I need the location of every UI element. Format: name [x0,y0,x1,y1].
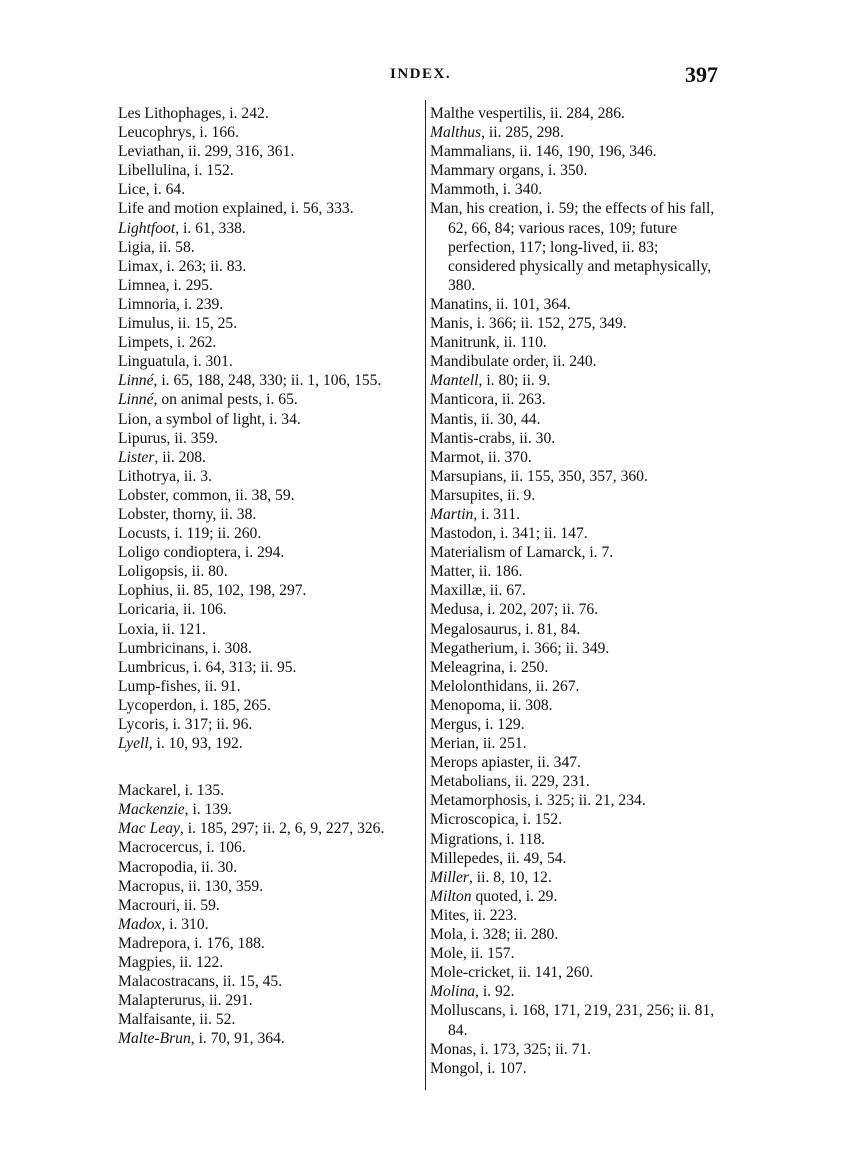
entry-name: Lophius [118,582,170,600]
index-entry [118,219,418,238]
index-entry [430,906,725,925]
entry-name: Madrepora [118,934,187,952]
index-entry [430,543,725,562]
index-entry [430,982,725,1001]
entry-name: Limnea [118,276,166,294]
entry-name: Merops apiaster [430,754,530,772]
entry-name: Monas [430,1040,473,1058]
index-entry [430,161,725,180]
entry-reference: , ii. 229, 231. [507,773,590,791]
entry-reference: , i. 317; ii. 96. [164,716,253,733]
entry-reference: , ii. 223. [465,906,518,924]
index-entry [430,314,725,333]
index-entry [118,295,418,314]
entry-reference: , i. 310. [161,915,209,933]
entry-reference: , i. 295. [165,276,213,294]
index-entry [118,677,418,696]
entry-reference: , ii. 106. [175,601,227,619]
entry-reference: , ii. 284, 286. [542,105,625,122]
index-column-right [430,104,725,1078]
entry-reference: , ii. 58. [150,238,195,256]
index-entry [430,1040,725,1059]
entry-reference: , i. 152. [514,811,563,829]
entry-reference: , ii. 59. [176,896,220,914]
index-entry [118,858,418,877]
index-entry [430,199,725,294]
entry-reference: , i. 7. [581,544,614,562]
entry-name: Lister [118,448,155,466]
entry-reference: , i. 239. [176,295,224,313]
entry-reference: , ii. 291. [201,992,253,1010]
index-entry [118,715,418,734]
index-entry [118,524,418,543]
entry-reference: , i. 34. [261,410,301,428]
entry-reference: , i. 64. [145,181,186,199]
index-entry [430,639,725,658]
entry-name: Malthe vespertilis [430,105,543,122]
entry-reference: , i. 242. [221,105,269,122]
index-entry [430,868,725,887]
entry-name: Mantell [430,372,479,390]
entry-name: Miller [430,868,469,886]
index-entry [430,524,725,543]
index-entry [430,620,725,639]
entry-name: Merian [430,735,476,753]
index-entry [430,448,725,467]
index-entry [118,257,418,276]
entry-reference: , i. 308. [204,639,252,657]
entry-reference: , ii. 263. [494,391,546,409]
entry-name: Mammoth [430,181,495,199]
entry-name: Megalosaurus [430,620,518,638]
entry-name: Linné [118,391,154,409]
entry-name: Mergus [430,716,478,733]
index-entry [430,1059,725,1078]
index-entry [430,371,725,390]
index-entry [118,505,418,524]
entry-reference: , i. 185, 265. [192,696,271,714]
entry-name: Mac Leay [118,820,180,838]
entry-reference: , i. 64, 313; ii. 95. [185,658,297,676]
entry-reference: , ii. 359. [166,429,219,447]
entry-name: Macrocercus [118,839,199,857]
entry-name: Medusa [430,601,480,619]
index-entry [430,295,725,314]
entry-reference: , ii. 3. [176,467,212,485]
entry-reference: , ii. 141, 260. [510,964,594,982]
entry-name: Molina [430,983,476,1001]
index-entry [118,314,418,333]
entry-reference: , i. 129. [477,716,525,733]
entry-name: Malte-Brun [118,1030,191,1048]
entry-reference: , i. 250. [501,658,549,676]
index-entry [430,810,725,829]
entry-name: Mammalians [430,143,512,161]
index-entry [430,352,725,371]
entry-reference: , i. 56, 333. [282,200,354,218]
index-entry [118,161,418,180]
entry-name: Lice [118,181,146,199]
entry-reference: , ii. 15, 45. [214,973,283,991]
index-entry [118,562,418,581]
index-entry [118,600,418,619]
index-entry [118,896,418,915]
entry-name: Microscopica [430,811,515,829]
entry-reference: , i. 152. [186,162,234,180]
index-entry [118,352,418,371]
entry-reference: , ii. 80. [183,563,228,581]
entry-reference: , ii. 157. [462,945,515,963]
entry-name: Mastodon [430,525,493,543]
index-entry [430,696,725,715]
index-entry [118,180,418,199]
index-entry [430,1001,725,1039]
entry-reference: , i. 70, 91, 364. [190,1030,285,1048]
index-entry [430,390,725,409]
index-entry [118,620,418,639]
index-entry [430,104,725,123]
entry-reference: , ii. 370. [480,448,532,466]
entry-name: Mongol [430,1059,480,1077]
entry-name: Limpets [118,334,170,352]
index-entry [430,658,725,677]
entry-name: Macrouri [118,896,177,914]
entry-name: Madox [118,915,162,933]
index-entry [118,199,418,218]
entry-reference: , i. 176, 188. [186,934,265,952]
entry-reference: , i. 118. [498,830,546,848]
entry-reference: , i. 135. [176,782,225,800]
index-entry [430,180,725,199]
entry-name: Lump-fishes [118,677,197,695]
entry-reference: , i. 139. [184,801,232,819]
index-entry [430,753,725,772]
index-entry [118,390,418,409]
index-entry [430,142,725,161]
entry-name: Magpies [118,954,172,972]
entry-name: Loricaria [118,601,176,619]
entry-name: Macropodia [118,858,194,876]
index-entry [118,972,418,991]
entry-name: Lycoris [118,716,165,733]
entry-name: Les Lithophages [118,105,222,122]
entry-reference: , ii. 67. [481,582,526,600]
entry-name: Loxia [118,620,155,638]
entry-name: Malfaisante [118,1011,192,1029]
index-entry [118,486,418,505]
entry-reference: , i. 202, 207; ii. 76. [479,601,599,619]
entry-name: Mantis-crabs [430,429,512,447]
entry-name: Megatherium [430,639,515,657]
entry-name: Metabolians [430,773,508,791]
index-entry [430,562,725,581]
index-entry [430,486,725,505]
entry-reference: , ii. 299, 316, 361. [180,143,295,161]
index-entry [430,887,725,906]
index-entry [430,333,725,352]
entry-name: Millepedes [430,849,500,867]
entry-reference: , i. 81, 84. [517,620,581,638]
entry-reference: , ii. 267. [527,677,580,695]
entry-name: Lobster, common [118,486,228,504]
entry-name: Manticora [430,391,495,409]
entry-reference: , ii. 308. [501,696,553,714]
index-entry [118,123,418,142]
entry-name: Libellulina [118,162,187,180]
index-entry [118,838,418,857]
entry-name: Mola [430,926,463,944]
entry-name: Marmot [430,448,481,466]
entry-reference: , ii. 15, 25. [169,315,238,333]
entry-name: Leucophrys [118,124,192,142]
entry-reference: , ii. 30, 44. [473,410,541,428]
entry-name: Malacostracans [118,973,215,991]
entry-name: Marsupians [430,467,503,485]
entry-reference: , i. 263; ii. 83. [158,257,247,275]
entry-reference: , ii. 9. [499,486,536,504]
entry-name: Loligopsis [118,563,184,581]
entry-reference: , i. 173, 325; ii. 71. [472,1040,592,1058]
entry-reference: , i. 366; ii. 349. [514,639,610,657]
index-entry [118,238,418,257]
entry-name: Marsupites [430,486,500,504]
index-entry [118,934,418,953]
entry-reference: , ii. 30. [511,429,556,447]
index-entry [118,991,418,1010]
index-column-left [118,104,418,1049]
entry-reference: , ii. 285, 298. [481,124,564,142]
entry-name: Linguatula [118,353,186,371]
index-entry [430,429,725,448]
entry-reference: , i. 119; ii. 260. [166,525,262,543]
entry-name: Limax [118,257,159,275]
entry-reference: , i. 107. [479,1059,527,1077]
entry-reference: , i. 301. [185,353,233,371]
entry-name: Lumbricinans [118,639,205,657]
entry-name: Life and motion explained [118,200,283,218]
entry-reference: , i. 10, 93, 192. [148,735,243,753]
entry-reference: , ii. 30. [193,858,238,876]
index-entry [430,123,725,142]
entry-name: Mackarel [118,782,177,800]
index-entry [118,658,418,677]
index-entry [430,849,725,868]
entry-name: Lumbricus [118,658,186,676]
entry-reference: , i. 311. [473,505,520,523]
entry-name: Mantis [430,410,474,428]
entry-reference: , i. 80; ii. 9. [478,372,551,390]
entry-name: Meleagrina [430,658,502,676]
index-entry [118,877,418,896]
index-entry [430,600,725,619]
index-entry [118,276,418,295]
entry-reference: , i. 262. [169,334,217,352]
entry-name: Limulus [118,315,170,333]
entry-reference: , ii. 38. [212,505,257,523]
entry-name: Mandibulate order [430,353,545,371]
entry-reference: , ii. 122. [171,954,224,972]
entry-name: Manatins [430,295,489,313]
entry-reference: , ii. 130, 359. [180,877,264,895]
entry-name: Man, his creation [430,200,539,218]
entry-name: Macropus [118,877,181,895]
entry-name: Lipurus [118,429,167,447]
index-entry [118,781,418,800]
index-entry [430,925,725,944]
index-entry [430,791,725,810]
entry-reference: , i. 168, 171, 219, 231, 256; ii. 81, 84. [448,1002,715,1039]
entry-reference: , ii. 240. [545,353,597,371]
entry-name: Malapterurus [118,992,202,1010]
page-header [118,62,718,92]
index-entry [118,333,418,352]
entry-reference: , ii. 101, 364. [488,295,571,313]
entry-name: Malthus [430,124,482,142]
entry-reference: , i. 325; ii. 21, 234. [527,792,646,810]
entry-reference: quoted, i. 29. [471,887,558,905]
entry-name: Lobster, thorny [118,505,213,523]
entry-name: Mackenzie [118,801,185,819]
index-entry [118,467,418,486]
entry-name: Mole [430,945,463,963]
entry-name: Melolonthidans [430,677,528,695]
index-entry [118,819,418,838]
entry-reference: , ii. 91. [196,677,241,695]
entry-reference: , ii. 38, 59. [227,486,295,504]
entry-name: Manis [430,315,469,333]
entry-reference: , on animal pests, i. 65. [153,391,298,409]
index-entry [430,467,725,486]
entry-name: Mole-cricket [430,964,511,982]
index-entry [430,505,725,524]
entry-reference: , ii. 49, 54. [499,849,567,867]
entry-reference: , i. 106. [198,839,246,857]
index-entry [118,800,418,819]
entry-name: Lightfoot [118,219,176,237]
entry-name: Materialism of Lamarck [430,544,582,562]
entry-name: Mammary organs [430,162,541,180]
entry-name: Matter [430,563,471,581]
entry-name: Lycoperdon [118,696,193,714]
index-entry [118,448,418,467]
index-entry [118,142,418,161]
entry-reference: , i. 185, 297; ii. 2, 6, 9, 227, 326. [179,820,385,838]
entry-reference: , i. 166. [191,124,239,142]
entry-name: Locusts [118,525,167,543]
index-entry [118,953,418,972]
index-entry [430,581,725,600]
entry-name: Milton [430,887,472,905]
running-title: INDEX. [390,66,452,82]
entry-reference: , ii. 155, 350, 357, 360. [502,467,648,485]
index-entry [118,1029,418,1048]
entry-name: Molluscans [430,1002,502,1020]
entry-name: Metamorphosis [430,792,528,810]
index-entry [118,371,418,390]
entry-name: Limnoria [118,295,177,313]
index-entry [430,772,725,791]
entry-reference: , ii. 52. [191,1011,236,1029]
entry-name: Ligia [118,238,151,256]
index-entry [430,410,725,429]
index-entry [118,581,418,600]
entry-reference: , ii. 186. [470,563,523,581]
entry-reference: , ii. 251. [475,735,527,753]
entry-name: Maxillæ [430,582,482,600]
index-entry [430,963,725,982]
page-number: 397 [685,62,718,87]
entry-reference: , ii. 208. [154,448,206,466]
index-entry [430,830,725,849]
entry-name: Migrations [430,830,499,848]
entry-name: Mites [430,906,466,924]
entry-name: Menopoma [430,696,502,714]
entry-reference: , i. 340. [494,181,543,199]
index-entry [118,543,418,562]
entry-reference: , i. 65, 188, 248, 330; ii. 1, 106, 155. [153,372,382,390]
column-divider [425,100,426,1090]
entry-reference: , ii. 8, 10, 12. [468,868,552,886]
index-entry [430,944,725,963]
index-entry [430,734,725,753]
entry-reference: , i. 350. [540,162,588,180]
index-entry [118,696,418,715]
entry-reference: , i. 61, 338. [175,219,246,237]
entry-reference: , i. 92. [475,983,515,1001]
entry-name: Lyell [118,735,149,753]
index-entry [118,410,418,429]
entry-reference: , ii. 146, 190, 196, 346. [511,143,657,161]
index-entry [118,734,418,753]
entry-name: Linné [118,372,154,390]
index-entry [118,104,418,123]
index-entry [430,677,725,696]
entry-reference: , i. 328; ii. 280. [462,926,559,944]
index-entry [118,915,418,934]
entry-reference: , ii. 110. [495,334,547,352]
index-entry [118,1010,418,1029]
entry-reference: , i. 59; the effects of his fall, 62, 66, 84; various races, 109; future perfection, 117; long-lived, ii. 83; considered physically and metaphysically, 380. [448,200,715,294]
entry-name: Lion, a symbol of light [118,410,262,428]
entry-name: Leviathan [118,143,181,161]
entry-name: Loligo condioptera [118,544,238,562]
entry-name: Manitrunk [430,334,496,352]
entry-reference: , ii. 347. [529,754,581,772]
entry-name: Lithotrya [118,467,177,485]
entry-reference: , ii. 85, 102, 198, 297. [169,582,307,600]
entry-name: Martin [430,505,474,523]
entry-reference: , ii. 121. [154,620,206,638]
index-entry [430,715,725,734]
index-entry [118,639,418,658]
entry-reference: , i. 366; ii. 152, 275, 349. [468,315,627,333]
entry-reference: , i. 294. [237,544,285,562]
entry-reference: , i. 341; ii. 147. [492,525,588,543]
index-entry [118,429,418,448]
